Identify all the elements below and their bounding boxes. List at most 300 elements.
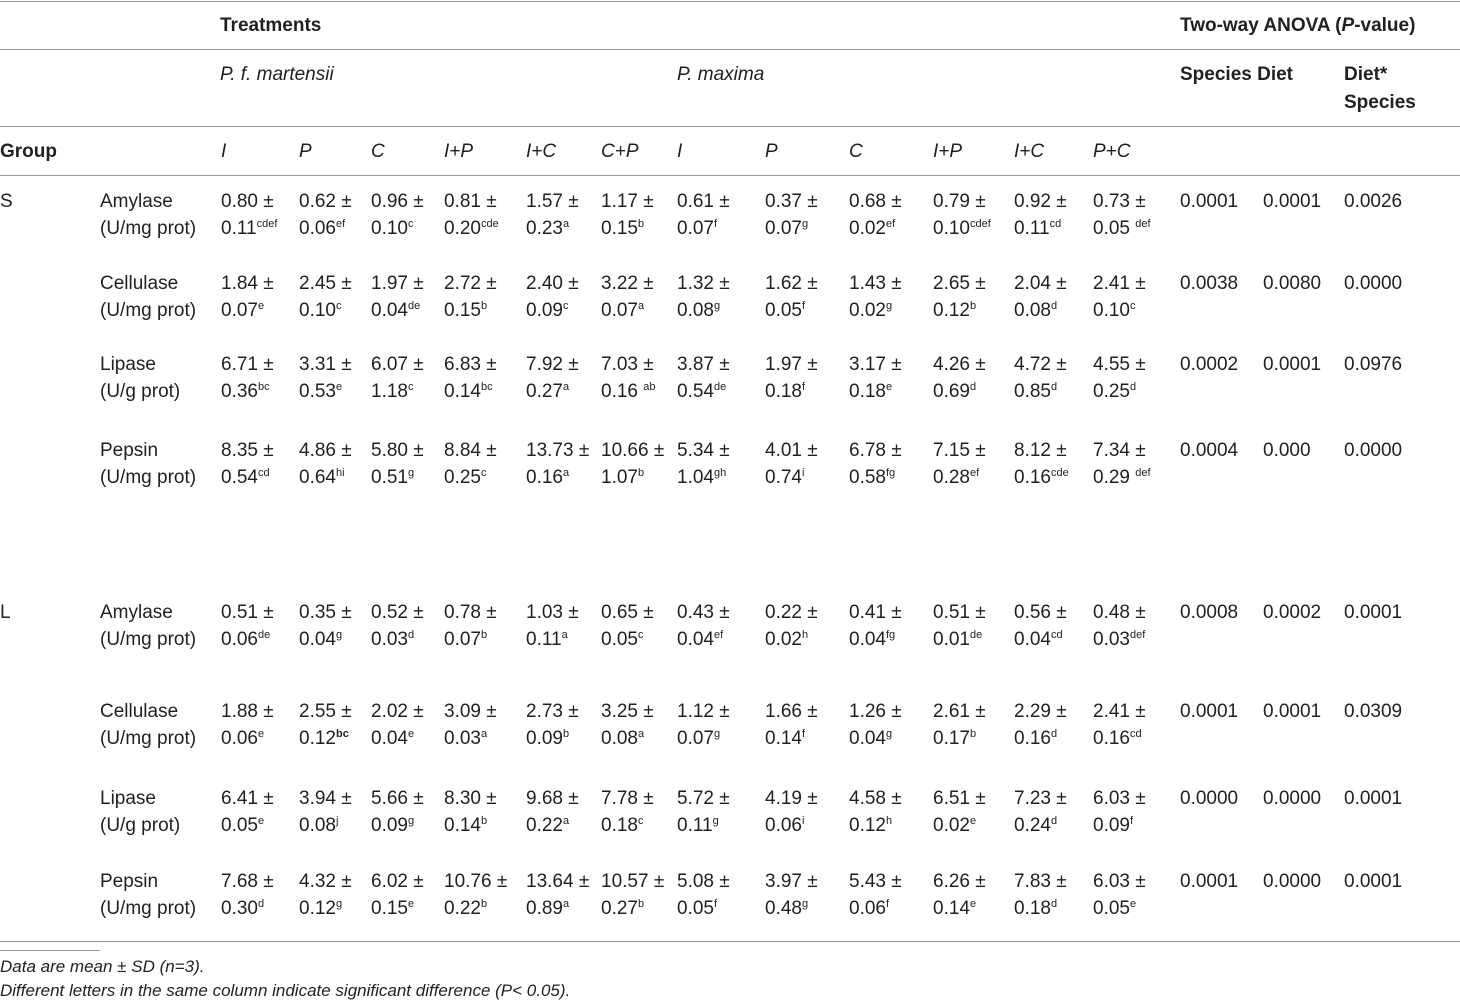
cell-sd: 0.25$^d$ xyxy=(1093,381,1137,402)
significance-letters: g xyxy=(801,218,809,230)
cell-mean: 1.43 ± xyxy=(849,273,902,294)
cell-mean: 4.55 ± xyxy=(1093,354,1146,375)
cell-mean: 6.03 ± xyxy=(1093,788,1146,809)
cell-mean: 0.22 ± xyxy=(765,602,818,623)
cell-sd: 0.05$^c$ xyxy=(601,629,644,650)
cell-mean: 3.25 ± xyxy=(601,701,654,722)
cell-sd: 0.03$^{def}$ xyxy=(1093,629,1146,650)
cell-sd: 0.54de xyxy=(677,381,727,402)
cell-sd: 0.04$^g$ xyxy=(849,728,893,749)
cell-mean: 2.73 ± xyxy=(526,701,579,722)
cell-sd: 0.02e xyxy=(933,815,977,836)
significance-letters: gh xyxy=(713,467,727,479)
significance-letters: ef xyxy=(885,218,896,230)
significance-letters: def xyxy=(1135,218,1151,230)
cell-mean: 4.72 ± xyxy=(1014,354,1067,375)
cell-sd: 0.51$^g$ xyxy=(371,467,415,488)
anova-pvalue: 0.0026 xyxy=(1344,191,1403,212)
significance-letters: f xyxy=(713,218,718,230)
cell-sd: 0.05$^f$ xyxy=(677,898,718,919)
cell-mean: 7.68 ± xyxy=(221,871,274,892)
cell-sd: 0.12$^b$ xyxy=(933,300,977,321)
significance-letters: f xyxy=(885,898,890,910)
significance-letters: i xyxy=(801,815,805,827)
significance-letters: g xyxy=(335,898,343,910)
cell-sd: 0.06$^{ef}$ xyxy=(299,218,346,239)
cell-mean: 0.48 ± xyxy=(1093,602,1146,623)
anova-pvalue: 0.0001 xyxy=(1263,354,1322,375)
cell-sd: 0.16$^{cde}$ xyxy=(1014,467,1069,488)
species-pm-heading: P. maxima xyxy=(677,64,765,85)
significance-letters: e xyxy=(407,728,415,740)
anova-pvalue: 0.000 xyxy=(1263,440,1311,461)
significance-letters: h xyxy=(885,815,893,827)
anova-heading-end: -value) xyxy=(1354,15,1416,36)
cell-sd: $0.64^{hi}$ xyxy=(299,467,345,488)
cell-sd: 0.11$^a$ xyxy=(526,629,568,650)
significance-letters: g xyxy=(801,898,809,910)
significance-letters: g xyxy=(335,629,343,641)
cell-sd: 0.18$^d$ xyxy=(1014,898,1058,919)
treatments-heading: Treatments xyxy=(220,15,322,36)
cell-mean: 5.80 ± xyxy=(371,440,424,461)
significance-letters: f xyxy=(1129,815,1134,827)
significance-letters: de xyxy=(407,300,421,312)
cell-sd: 0.85$^d$ xyxy=(1014,381,1058,402)
cell-mean: 0.62 ± xyxy=(299,191,352,212)
cell-sd: 0.16$^a$ xyxy=(526,467,570,488)
significance-letters: b xyxy=(637,467,645,479)
significance-letters: bc xyxy=(257,381,270,393)
significance-letters: d xyxy=(407,629,415,641)
cell-mean: 3.87 ± xyxy=(677,354,730,375)
cell-mean: 1.97 ± xyxy=(371,273,424,294)
enzyme-name: Cellulase xyxy=(100,273,179,294)
cell-sd: 0.53e xyxy=(299,381,343,402)
cell-mean: 1.66 ± xyxy=(765,701,818,722)
enzyme-unit: (U/mg prot) xyxy=(100,728,197,749)
anova-pvalue: 0.0000 xyxy=(1344,273,1403,294)
significance-letters: d xyxy=(1050,728,1058,740)
significance-letters: bc xyxy=(335,728,349,740)
cell-sd: 0.10$^c$ xyxy=(1093,300,1136,321)
treatment-header: I+C xyxy=(1014,141,1045,162)
cell-mean: 6.71 ± xyxy=(221,354,274,375)
anova-heading-text: Two-way ANOVA ( xyxy=(1180,15,1342,36)
cell-sd: $0.10^{cdef}$ xyxy=(933,218,991,239)
cell-mean: 8.12 ± xyxy=(1014,440,1067,461)
cell-sd: 0.27$^b$ xyxy=(601,898,645,919)
cell-mean: 8.30 ± xyxy=(444,788,497,809)
cell-sd: 0.15$^b$ xyxy=(601,218,645,239)
cell-mean: 2.61 ± xyxy=(933,701,986,722)
anova-pvalue: 0.0038 xyxy=(1180,273,1239,294)
cell-sd: 0.29 $^{def}$ xyxy=(1093,467,1151,488)
significance-letters: e xyxy=(407,898,415,910)
cell-sd: 0.14$^{bc}$ xyxy=(444,381,493,402)
cell-mean: 1.32 ± xyxy=(677,273,730,294)
cell-mean: 7.23 ± xyxy=(1014,788,1067,809)
anova-pvalue: 0.0001 xyxy=(1180,191,1239,212)
cell-sd: 0.16 $^{ab}$ xyxy=(601,381,656,402)
cell-mean: 5.08 ± xyxy=(677,871,730,892)
significance-letters: c xyxy=(637,815,644,827)
significance-letters: fg xyxy=(885,629,896,641)
cell-mean: 1.84 ± xyxy=(221,273,274,294)
significance-letters: def xyxy=(1135,467,1151,479)
significance-letters: b xyxy=(480,629,488,641)
cell-mean: 4.26 ± xyxy=(933,354,986,375)
significance-letters: g xyxy=(885,300,893,312)
cell-sd: 0.69$^d$ xyxy=(933,381,977,402)
cell-sd: 0.12$^h$ xyxy=(849,815,893,836)
cell-mean: 4.32 ± xyxy=(299,871,352,892)
significance-letters: b xyxy=(562,728,570,740)
enzyme-name: Amylase xyxy=(100,602,173,623)
cell-sd: 0.03$^d$ xyxy=(371,629,415,650)
significance-letters: f xyxy=(801,381,806,393)
cell-sd: 0.07$^a$ xyxy=(601,300,645,321)
treatment-header: I+P xyxy=(444,141,474,162)
cell-mean: 0.65 ± xyxy=(601,602,654,623)
cell-sd: 0.14e xyxy=(933,898,977,919)
cell-sd: 0.27$^a$ xyxy=(526,381,570,402)
cell-mean: 2.72 ± xyxy=(444,273,497,294)
group-heading: Group xyxy=(0,141,57,162)
cell-mean: 9.68 ± xyxy=(526,788,579,809)
cell-sd: 0.02$^{ef}$ xyxy=(849,218,896,239)
significance-letters: a xyxy=(562,467,570,479)
rule-header-3 xyxy=(0,175,1460,176)
cell-sd: 0.14$^b$ xyxy=(444,815,488,836)
cell-sd: 0.54$^{cd}$ xyxy=(221,467,270,488)
cell-mean: 6.07 ± xyxy=(371,354,424,375)
cell-sd: 0.02$^h$ xyxy=(765,629,809,650)
cell-sd: 0.05e xyxy=(221,815,265,836)
cell-sd: 0.09$^g$ xyxy=(371,815,415,836)
cell-sd: 1.07$^b$ xyxy=(601,467,645,488)
enzyme-name: Amylase xyxy=(100,191,173,212)
cell-mean: 6.26 ± xyxy=(933,871,986,892)
enzyme-unit: (U/mg prot) xyxy=(100,467,197,488)
significance-letters: g xyxy=(407,815,415,827)
cell-mean: 0.41 ± xyxy=(849,602,902,623)
significance-letters: a xyxy=(637,300,645,312)
significance-letters: e xyxy=(257,300,265,312)
cell-sd: 0.01de xyxy=(933,629,983,650)
cell-sd: 0.05e xyxy=(1093,898,1137,919)
cell-sd: 0.11$^g$ xyxy=(677,815,719,836)
significance-letters: d xyxy=(1129,381,1137,393)
significance-letters: c xyxy=(407,218,414,230)
significance-letters: c xyxy=(480,467,487,479)
significance-letters: c xyxy=(407,381,414,393)
cell-mean: 0.79 ± xyxy=(933,191,986,212)
treatment-header: P+C xyxy=(1093,141,1131,162)
cell-mean: 1.97 ± xyxy=(765,354,818,375)
treatment-header: I xyxy=(677,141,683,162)
cell-mean: 6.51 ± xyxy=(933,788,986,809)
cell-mean: 5.66 ± xyxy=(371,788,424,809)
anova-pvalue: 0.0001 xyxy=(1263,701,1322,722)
significance-letters: a xyxy=(561,629,568,641)
cell-mean: 3.17 ± xyxy=(849,354,902,375)
cell-sd: 0.04$^{fg}$ xyxy=(849,629,896,650)
cell-mean: 2.41 ± xyxy=(1093,273,1146,294)
significance-letters: a xyxy=(637,728,645,740)
significance-letters: j xyxy=(335,815,339,827)
cell-sd: 0.16$^d$ xyxy=(1014,728,1058,749)
rule-top xyxy=(0,1,1460,2)
cell-mean: 3.09 ± xyxy=(444,701,497,722)
cell-sd: 0.18$^c$ xyxy=(601,815,644,836)
cell-mean: 3.22 ± xyxy=(601,273,654,294)
cell-mean: 8.84 ± xyxy=(444,440,497,461)
cell-sd: 0.36$^{bc}$ xyxy=(221,381,270,402)
significance-letters: c xyxy=(637,629,644,641)
significance-letters: b xyxy=(969,300,977,312)
cell-mean: 1.03 ± xyxy=(526,602,579,623)
cell-mean: 0.52 ± xyxy=(371,602,424,623)
cell-sd: 0.11$^{cd}$ xyxy=(1014,218,1062,239)
cell-sd: 0.07$^f$ xyxy=(677,218,718,239)
significance-letters: b xyxy=(480,300,488,312)
enzyme-name: Pepsin xyxy=(100,440,159,461)
significance-letters: de xyxy=(969,629,983,641)
significance-letters: cde xyxy=(1050,467,1069,479)
enzyme-unit: (U/mg prot) xyxy=(100,300,197,321)
cell-sd: 0.48$^g$ xyxy=(765,898,809,919)
cell-sd: 0.10$^c$ xyxy=(371,218,414,239)
cell-mean: 3.94 ± xyxy=(299,788,352,809)
cell-sd: 0.07$^b$ xyxy=(444,629,488,650)
cell-mean: 1.26 ± xyxy=(849,701,902,722)
significance-letters: e xyxy=(885,381,893,393)
significance-letters: g xyxy=(885,728,893,740)
significance-letters: cd xyxy=(1049,218,1062,230)
cell-sd: 0.23$^a$ xyxy=(526,218,570,239)
diet-species-heading-1: Diet* xyxy=(1344,64,1388,85)
significance-letters: c xyxy=(1129,300,1136,312)
group-label: L xyxy=(0,602,11,623)
significance-letters: f xyxy=(801,300,806,312)
cell-mean: 2.41 ± xyxy=(1093,701,1146,722)
cell-mean: 0.73 ± xyxy=(1093,191,1146,212)
cell-mean: 8.35 ± xyxy=(221,440,274,461)
enzyme-name: Pepsin xyxy=(100,871,159,892)
cell-mean: 1.88 ± xyxy=(221,701,274,722)
significance-letters: hi xyxy=(335,467,345,479)
treatment-header: C xyxy=(371,141,385,162)
cell-sd: 0.03$^a$ xyxy=(444,728,488,749)
cell-mean: 4.01 ± xyxy=(765,440,818,461)
significance-letters: e xyxy=(969,898,977,910)
cell-mean: 1.57 ± xyxy=(526,191,579,212)
cell-mean: 7.15 ± xyxy=(933,440,986,461)
cell-mean: 0.68 ± xyxy=(849,191,902,212)
significance-letters: ef xyxy=(713,629,724,641)
cell-sd: 0.04$^g$ xyxy=(299,629,343,650)
cell-sd: 0.08$^g$ xyxy=(677,300,721,321)
cell-sd: 0.07e xyxy=(221,300,265,321)
significance-letters: d xyxy=(969,381,977,393)
significance-letters: e xyxy=(335,381,343,393)
diet-species-heading-2: Species xyxy=(1344,92,1416,113)
cell-mean: 0.56 ± xyxy=(1014,602,1067,623)
cell-sd: $0.11^{cdef}$ xyxy=(221,218,278,239)
cell-sd: 0.15$^b$ xyxy=(444,300,488,321)
anova-pvalue: 0.0008 xyxy=(1180,602,1239,623)
anova-pvalue: 0.0001 xyxy=(1263,191,1322,212)
significance-letters: cde xyxy=(480,218,499,230)
cell-mean: 0.51 ± xyxy=(221,602,274,623)
significance-letters: e xyxy=(257,728,265,740)
significance-letters: d xyxy=(1050,898,1058,910)
anova-pvalue: 0.0002 xyxy=(1263,602,1322,623)
treatment-header: C xyxy=(849,141,863,162)
treatment-header: I+P xyxy=(933,141,963,162)
rule-footnote xyxy=(0,950,100,951)
significance-letters: cdef xyxy=(969,218,991,230)
cell-mean: 6.41 ± xyxy=(221,788,274,809)
cell-mean: 4.86 ± xyxy=(299,440,352,461)
cell-sd: 0.09$^b$ xyxy=(526,728,570,749)
enzyme-unit: (U/mg prot) xyxy=(100,218,197,239)
anova-pvalue: 0.0001 xyxy=(1344,871,1403,892)
enzyme-name: Lipase xyxy=(100,788,156,809)
significance-letters: cd xyxy=(257,467,270,479)
enzyme-unit: (U/mg prot) xyxy=(100,898,197,919)
significance-letters: ef xyxy=(969,467,980,479)
significance-letters: a xyxy=(562,381,570,393)
treatment-header: I xyxy=(221,141,227,162)
significance-letters: c xyxy=(335,300,342,312)
cell-sd: 1.04$^{gh}$ xyxy=(677,467,727,488)
anova-pvalue: 0.0001 xyxy=(1180,701,1239,722)
significance-letters: de xyxy=(713,381,727,393)
enzyme-name: Lipase xyxy=(100,354,156,375)
significance-letters: e xyxy=(969,815,977,827)
enzyme-unit: (U/mg prot) xyxy=(100,629,197,650)
cell-sd: 0.17$^b$ xyxy=(933,728,977,749)
cell-sd: 0.22$^b$ xyxy=(444,898,488,919)
cell-mean: 2.29 ± xyxy=(1014,701,1067,722)
cell-sd: 0.04$^{cd}$ xyxy=(1014,629,1063,650)
species-diet-heading: Species Diet xyxy=(1180,64,1293,85)
cell-mean: 1.62 ± xyxy=(765,273,818,294)
significance-letters: ab xyxy=(643,381,656,393)
cell-mean: 3.31 ± xyxy=(299,354,352,375)
cell-mean: 10.66 ± xyxy=(601,440,665,461)
cell-mean: 0.81 ± xyxy=(444,191,497,212)
enzyme-unit: (U/g prot) xyxy=(100,815,181,836)
cell-sd: 0.06$^f$ xyxy=(849,898,890,919)
cell-sd: 0.28$^{ef}$ xyxy=(933,467,980,488)
treatment-header: I+C xyxy=(526,141,557,162)
anova-pvalue: 0.0000 xyxy=(1263,871,1322,892)
cell-mean: 6.02 ± xyxy=(371,871,424,892)
significance-letters: a xyxy=(562,218,570,230)
cell-sd: 0.24$^d$ xyxy=(1014,815,1058,836)
cell-sd: 0.08$^d$ xyxy=(1014,300,1058,321)
cell-mean: 0.37 ± xyxy=(765,191,818,212)
significance-letters: d xyxy=(1050,815,1058,827)
cell-sd: 0.08$^a$ xyxy=(601,728,645,749)
cell-sd: 0.05 $^{def}$ xyxy=(1093,218,1151,239)
significance-letters: de xyxy=(257,629,271,641)
significance-letters: g xyxy=(713,300,721,312)
cell-sd: 0.04e xyxy=(371,728,415,749)
anova-pvalue: 0.0976 xyxy=(1344,354,1403,375)
anova-pvalue: 0.0001 xyxy=(1180,871,1239,892)
cell-sd: 0.20$^{cde}$ xyxy=(444,218,499,239)
cell-mean: 7.83 ± xyxy=(1014,871,1067,892)
anova-pvalue: 0.0001 xyxy=(1344,602,1403,623)
anova-pvalue: 0.0002 xyxy=(1180,354,1239,375)
cell-mean: 0.51 ± xyxy=(933,602,986,623)
significance-letters: b xyxy=(480,815,488,827)
cell-mean: 1.12 ± xyxy=(677,701,730,722)
significance-letters: f xyxy=(801,728,806,740)
cell-mean: 7.34 ± xyxy=(1093,440,1146,461)
anova-pvalue: 0.0309 xyxy=(1344,701,1403,722)
cell-sd: 0.06de xyxy=(221,629,271,650)
significance-letters: c xyxy=(562,300,569,312)
cell-mean: 2.04 ± xyxy=(1014,273,1067,294)
significance-letters: b xyxy=(969,728,977,740)
cell-mean: 2.02 ± xyxy=(371,701,424,722)
significance-letters: f xyxy=(713,898,718,910)
anova-pvalue: 0.0000 xyxy=(1180,788,1239,809)
cell-sd: 1.18$^c$ xyxy=(371,381,414,402)
cell-mean: 0.80 ± xyxy=(221,191,274,212)
cell-sd: 0.04$^{ef}$ xyxy=(677,629,724,650)
cell-sd: 0.22$^a$ xyxy=(526,815,570,836)
significance-letters: b xyxy=(480,898,488,910)
treatment-header: C+P xyxy=(601,141,639,162)
anova-pvalue: 0.0080 xyxy=(1263,273,1322,294)
cell-sd: 0.12$^g$ xyxy=(299,898,343,919)
cell-mean: 4.58 ± xyxy=(849,788,902,809)
significance-letters: i xyxy=(801,467,805,479)
enzyme-unit: (U/g prot) xyxy=(100,381,181,402)
cell-mean: 13.73 ± xyxy=(526,440,590,461)
cell-sd: 0.14$^f$ xyxy=(765,728,806,749)
significance-letters: g xyxy=(712,815,719,827)
cell-mean: 3.97 ± xyxy=(765,871,818,892)
footnote-2: Different letters in the same column indicate significant difference (P< 0.05). xyxy=(0,981,571,1000)
cell-mean: 5.34 ± xyxy=(677,440,730,461)
rule-header-1 xyxy=(0,49,1460,50)
cell-sd: 0.15e xyxy=(371,898,415,919)
rule-bottom xyxy=(0,941,1460,942)
cell-sd: 0.09$^f$ xyxy=(1093,815,1134,836)
rule-header-2 xyxy=(0,126,1460,127)
cell-mean: 6.83 ± xyxy=(444,354,497,375)
cell-mean: 0.78 ± xyxy=(444,602,497,623)
cell-sd: 0.16$^{cd}$ xyxy=(1093,728,1142,749)
cell-sd: 0.05$^f$ xyxy=(765,300,806,321)
cell-sd: 0.02$^g$ xyxy=(849,300,893,321)
significance-letters: b xyxy=(637,898,645,910)
cell-sd: 0.30$^d$ xyxy=(221,898,265,919)
cell-sd: 0.06e xyxy=(221,728,265,749)
cell-mean: 10.57 ± xyxy=(601,871,665,892)
cell-mean: 6.78 ± xyxy=(849,440,902,461)
significance-letters: ef xyxy=(335,218,346,230)
cell-mean: 0.43 ± xyxy=(677,602,730,623)
cell-sd: 0.18e xyxy=(849,381,893,402)
